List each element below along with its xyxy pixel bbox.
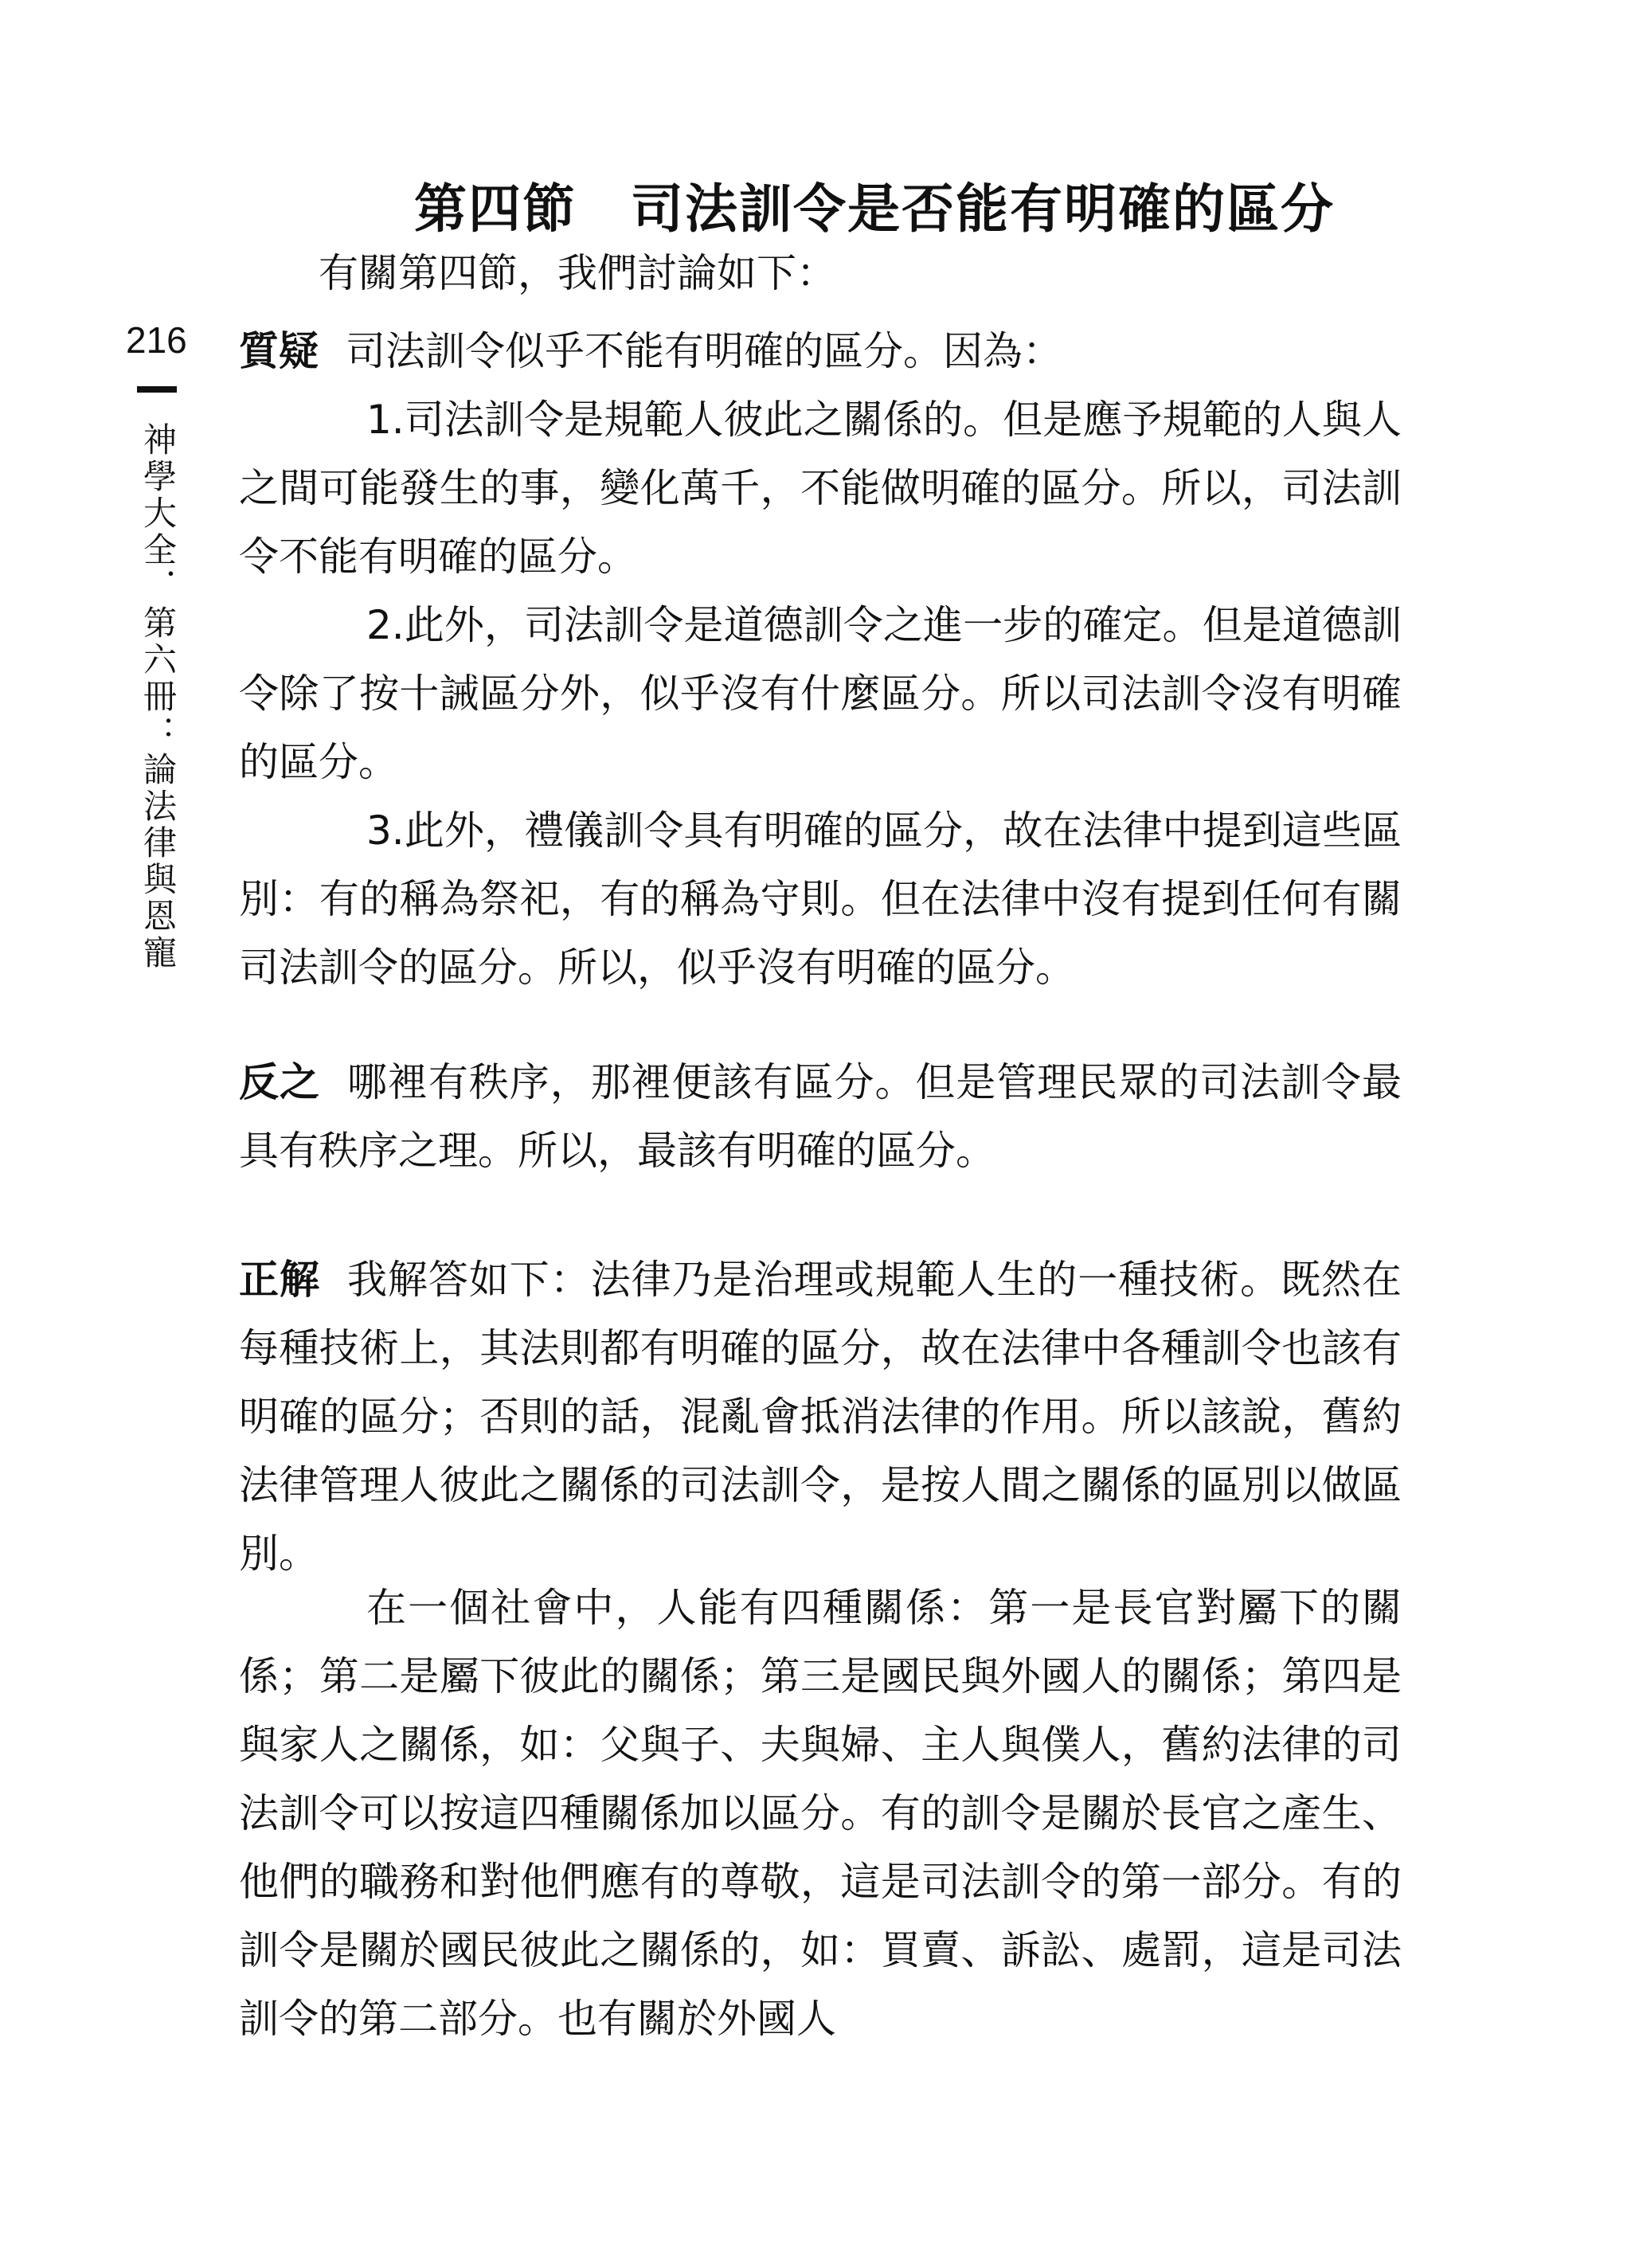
answer-block	[239, 1245, 1402, 1588]
objection-2: 2.此外，司法訓令是道德訓令之進一步的確定。但是道德訓令除了按十誡區分外，似乎沒有什麼區分。所以司法訓令沒有明確的區分。	[239, 602, 1402, 785]
answer-paragraph	[239, 1245, 1402, 1588]
objections-lead-paragraph	[239, 317, 1402, 385]
answer-continuation-block	[239, 1574, 1402, 2053]
page-number: 216	[126, 319, 187, 361]
answer-text: 我解答如下：法律乃是治理或規範人生的一種技術。既然在每種技術上，其法則都有明確的區分，故在法律中各種訓令也該有明確的區分；否則的話，混亂會抵消法律的作用。所以該說，舊約法律管理人彼此之關係的司法訓令，是按人間之關係的區別以做區別。	[239, 1257, 1402, 1577]
objections-label: 質疑	[239, 327, 319, 374]
contra-text: 哪裡有秩序，那裡便該有區分。但是管理民眾的司法訓令最具有秩序之理。所以，最該有明確的區分。	[239, 1059, 1402, 1174]
answer-paragraph-2: 在一個社會中，人能有四種關係：第一是長官對屬下的關係；第二是屬下彼此的關係；第三是國民與外國人的關係；第四是與家人之關係，如：父與子、夫與婦、主人與僕人，舊約法律的司法訓令可以按這四種關係加以區分。有的訓令是關於長官之產生、他們的職務和對他們應有的尊敬，這是司法訓令的第一部分。有的訓令是關於國民彼此之關係的，如：買賣、訴訟、處罰，這是司法訓令的第二部分。也有關於外國人	[239, 1585, 1402, 2042]
margin-rule	[137, 386, 177, 393]
contra-label: 反之	[239, 1058, 320, 1105]
contra-paragraph	[239, 1048, 1402, 1185]
running-head: 神學大全．第六冊：論法律與恩寵	[139, 422, 178, 972]
objection-1: 1.司法訓令是規範人彼此之關係的。但是應予規範的人與人之間可能發生的事，變化萬千，不能做明確的區分。所以，司法訓令不能有明確的區分。	[239, 397, 1402, 580]
objections-lead: 司法訓令似乎不能有明確的區分。因為：	[346, 328, 1062, 374]
answer-label: 正解	[239, 1256, 320, 1303]
section-title: 第四節 司法訓令是否能有明確的區分	[414, 178, 1335, 240]
section-intro: 有關第四節，我們討論如下：	[319, 250, 836, 296]
contra-block	[239, 1048, 1402, 1185]
objections-block	[239, 317, 1402, 1002]
objection-3: 3.此外，禮儀訓令具有明確的區分，故在法律中提到這些區別：有的稱為祭祀，有的稱為守則。但在法律中沒有提到任何有關司法訓令的區分。所以，似乎沒有明確的區分。	[239, 807, 1402, 991]
